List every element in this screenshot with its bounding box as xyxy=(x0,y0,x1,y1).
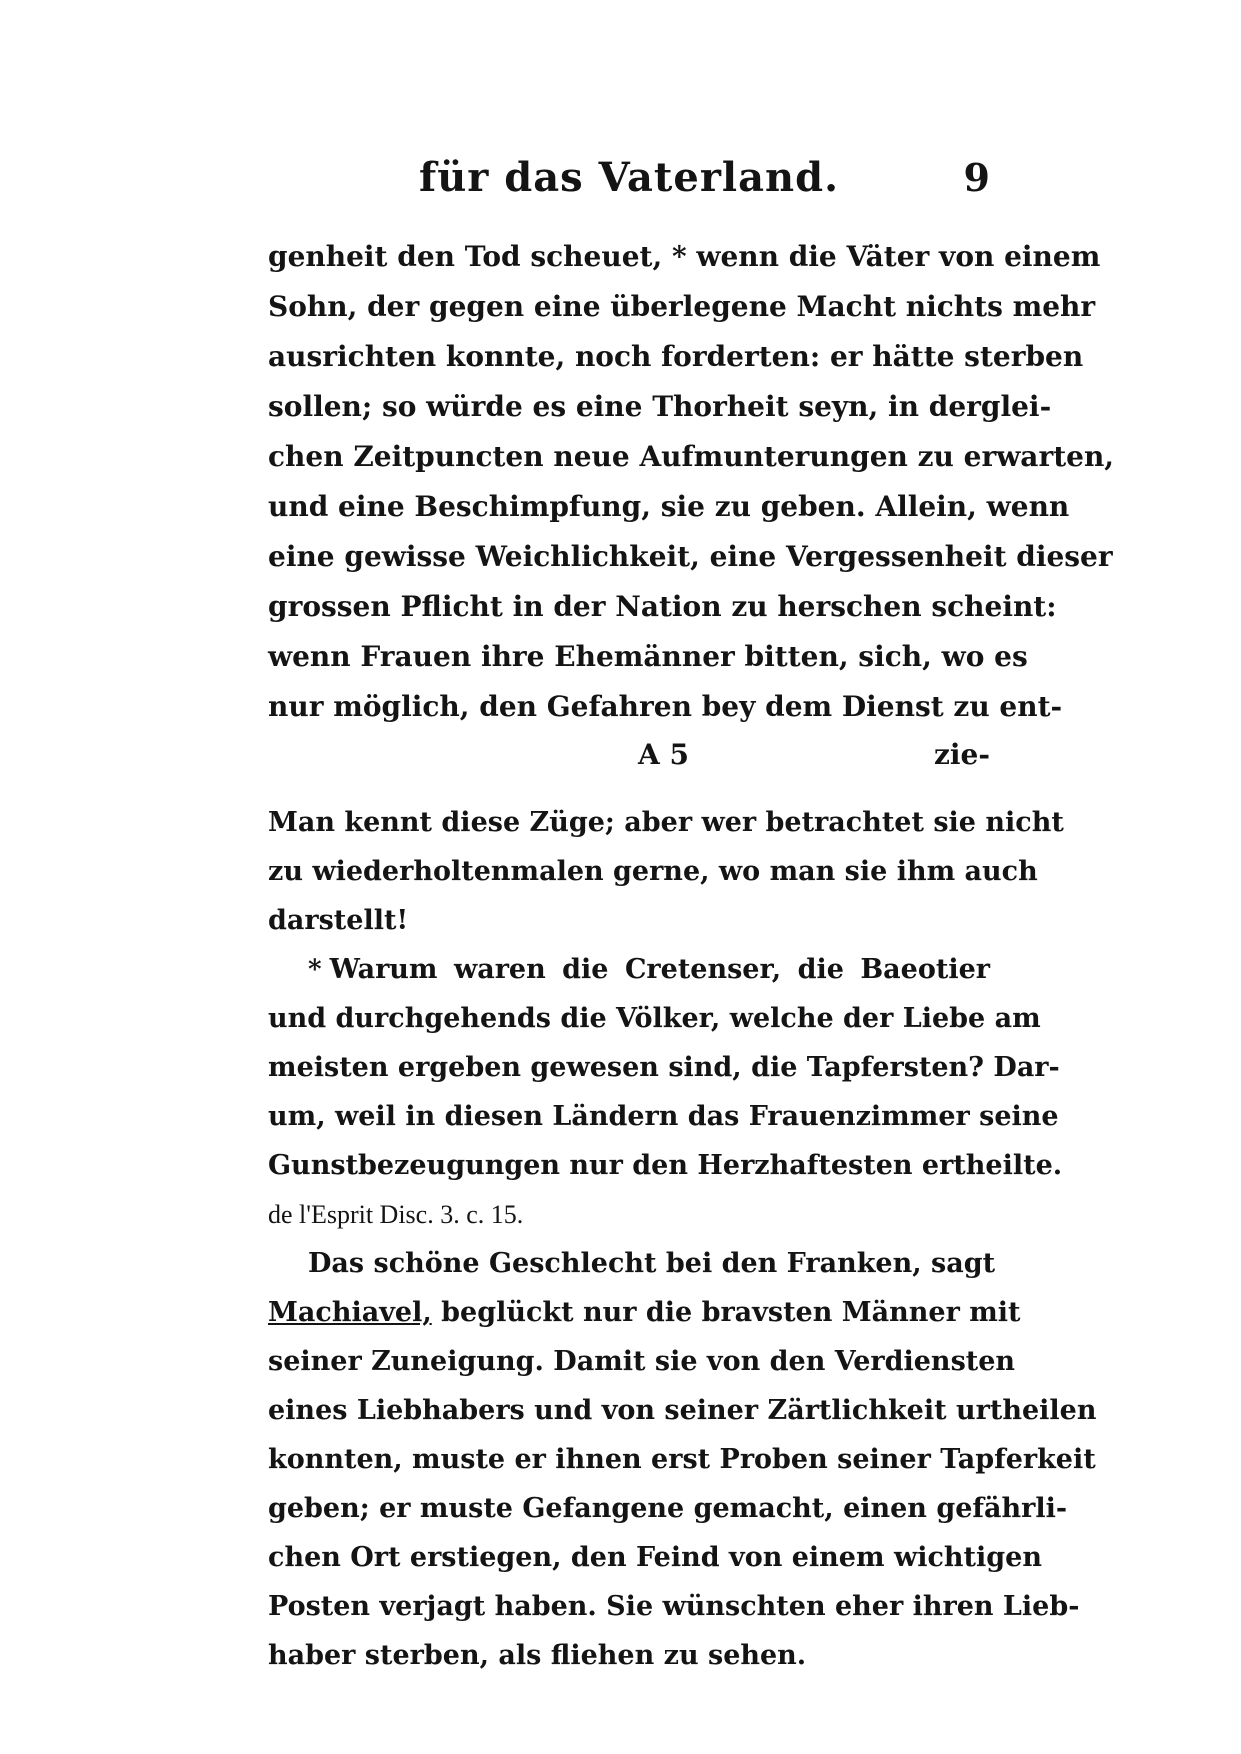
page-number: 9 xyxy=(963,155,990,200)
running-head xyxy=(268,148,990,208)
text-line: nur möglich, den Gefahren bey dem Dienst zu ent- xyxy=(268,690,1063,723)
footnote-line: Posten verjagt haben. Sie wünschten eher ihren Lieb- xyxy=(268,1591,1080,1622)
text-line: chen Zeitpuncten neue Aufmunterungen zu erwarten, xyxy=(268,440,1115,473)
underlined-name: Machiavel, xyxy=(268,1297,432,1328)
text-line: sollen; so würde es eine Thorheit seyn, in derglei- xyxy=(268,390,1052,423)
footnote-marker: * xyxy=(308,955,322,985)
footnote-reference: de l'Esprit Disc. 3. c. 15. xyxy=(268,1200,524,1229)
quote-text: beglückt nur die bravsten Männer mit xyxy=(431,1297,1021,1328)
footnote-line: zu wiederholtenmalen gerne, wo man sie ihm auch xyxy=(268,856,1038,887)
footnote-line: darstellt! xyxy=(268,905,409,936)
footnote-line: geben; er muste Gefangene gemacht, einen gefährli- xyxy=(268,1493,1068,1524)
footnote-line: Man kennt diese Züge; aber wer betrachtet sie nicht xyxy=(268,807,1064,838)
footnote-line: chen Ort erstiegen, den Feind von einem wichtigen xyxy=(268,1542,1042,1573)
footnote-line: seiner Zuneigung. Damit sie von den Verdiensten xyxy=(268,1346,1016,1377)
footnote-line: Gunstbezeugungen nur den Herzhaftesten ertheilte. xyxy=(268,1150,1063,1181)
signature-mark: A 5 xyxy=(638,738,689,771)
signature-line xyxy=(268,730,990,780)
running-title: für das Vaterland. xyxy=(419,154,839,201)
footnote-note-first-line xyxy=(268,945,990,994)
text-line: wenn Frauen ihre Ehemänner bitten, sich, wo es xyxy=(268,640,1028,673)
text-line: Sohn, der gegen eine überlegene Macht nichts mehr xyxy=(268,290,1096,323)
footnote-note-text: Warum waren die Cretenser, die Baeotier xyxy=(329,954,990,985)
footnote-line: haber sterben, als fliehen zu sehen. xyxy=(268,1640,807,1671)
text-line: genheit den Tod scheuet, * wenn die Väter von einem xyxy=(268,240,1101,273)
catchword: zie- xyxy=(934,738,990,771)
text-line: grossen Pflicht in der Nation zu herschen scheint: xyxy=(268,590,1057,623)
quote-first-line: Das schöne Geschlecht bei den Franken, sagt xyxy=(308,1248,996,1279)
text-line: und eine Beschimpfung, sie zu geben. Allein, wenn xyxy=(268,490,1070,523)
text-line: eine gewisse Weichlichkeit, eine Vergessenheit dieser xyxy=(268,540,1113,573)
footnote-line: eines Liebhabers und von seiner Zärtlichkeit urtheilen xyxy=(268,1395,1097,1426)
main-text xyxy=(268,232,1115,732)
footnote-line: um, weil in diesen Ländern das Frauenzimmer seine xyxy=(268,1101,1059,1132)
footnote-block xyxy=(268,798,1097,1680)
text-line: ausrichten konnte, noch forderten: er hätte sterben xyxy=(268,340,1084,373)
quote-second-line xyxy=(268,1288,1021,1337)
footnote-line: meisten ergeben gewesen sind, die Tapfersten? Dar- xyxy=(268,1052,1060,1083)
footnote-line: konnten, muste er ihnen erst Proben seiner Tapferkeit xyxy=(268,1444,1096,1475)
footnote-line: und durchgehends die Völker, welche der Liebe am xyxy=(268,1003,1041,1034)
